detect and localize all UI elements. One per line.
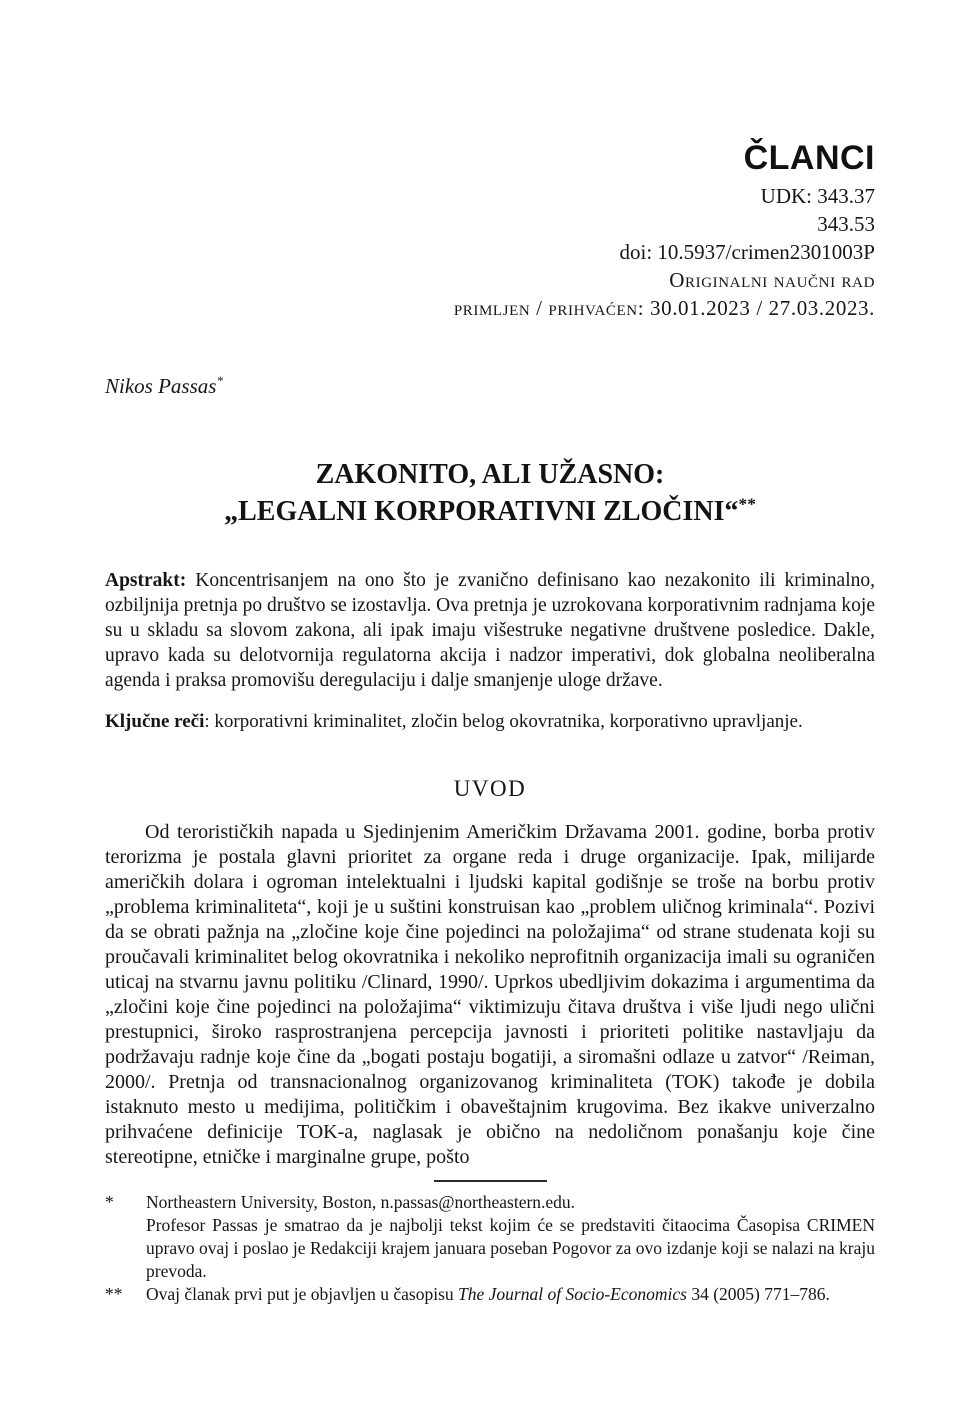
footnote-editor-note: Profesor Passas je smatrao da je najbolji tekst kojim će se predstaviti čitaocima Časopisa CRIMEN upravo ovaj i poslao je Redakciji krajem januara poseban Pogovor za ovo izdanje koji se nalazi na kraju prevoda. — [146, 1215, 875, 1281]
footnote-second-text — [146, 1283, 875, 1306]
abstract-text: Koncentrisanjem na ono što je zvanično definisano kao nezakonito ili kriminalno, ozbiljnija pretnja po društvo se izostavlja. Ova pretnja je uzrokovana korporativnim radnjama koje su u skladu sa slovom zakona, ali ipak imaju višestruke negativne društvene posledice. Dakle, upravo kada su delotvornija regulatorna akcija i nadzor imperativi, dok globalna neoliberalna agenda i praksa promovišu deregulaciju i dalje smanjenje uloge države. — [105, 570, 875, 691]
udk-number-line2: 343.53 — [817, 212, 875, 236]
article-title-line1: ZAKONITO, ALI UŽASNO: — [315, 459, 665, 490]
abstract-label: Apstrakt: — [105, 570, 187, 591]
journal-name: The Journal of Socio-Economics — [458, 1284, 687, 1304]
author-name: Nikos Passas — [105, 374, 217, 398]
footnote-separator-rule — [434, 1180, 547, 1182]
section-category-label: ČLANCI — [743, 139, 875, 177]
footnote-first — [105, 1191, 875, 1283]
footnote-publication-prefix: Ovaj članak prvi put je objavljen u časopisu — [146, 1284, 459, 1304]
title-footnote-mark: ** — [738, 494, 756, 514]
author-footnote-mark: * — [216, 373, 223, 388]
author-line — [105, 372, 875, 400]
footnote-affiliation: Northeastern University, Boston, n.passas@northeastern.edu. — [146, 1192, 576, 1212]
article-title-line2: „LEGALNI KORPORATIVNI ZLOČINI“** — [224, 494, 756, 527]
footnote-second-marker: ** — [105, 1284, 123, 1304]
article-meta — [105, 182, 875, 322]
doi-line: doi: 10.5937/crimen2301003P — [619, 240, 875, 264]
footnote-publication-suffix: 34 (2005) 771–786. — [686, 1284, 830, 1304]
keywords-label: Ključne reči — [105, 711, 205, 732]
footnotes-block — [105, 1191, 875, 1306]
footnote-first-text — [146, 1191, 875, 1283]
abstract-paragraph — [105, 568, 875, 693]
article-type: Originalni naučni rad — [669, 268, 875, 292]
article-title — [105, 456, 875, 530]
keywords-text: : korporativni kriminalitet, zločin belog okovratnika, korporativno upravljanje. — [204, 711, 803, 732]
received-accepted-dates: primljen / prihvaćen: 30.01.2023 / 27.03.2023. — [453, 296, 875, 320]
footnote-second — [105, 1283, 875, 1306]
article-header — [105, 0, 875, 322]
footnote-first-marker: * — [105, 1192, 114, 1212]
body-paragraph: Od terorističkih napada u Sjedinjenim Američkim Državama 2001. godine, borba protiv terorizma je postala glavni prioritet za organe reda i druge organizacije. Ipak, milijarde američkih dolara i ogroman intelektualni i ljudski kapital godišnje se troše na borbu protiv „problema kriminaliteta“, koji je u suštini konstruisan kao „problem uličnog kriminala“. Pozivi da se obrati pažnja na „zločine koje čine pojedinci na položajima“ od strane studenata koji su proučavali kriminalitet belog okovratnika i nekoliko neprofitnih organizacija imali su ograničen uticaj na stvarnu javnu politiku /Clinard, 1990/. Uprkos ubedljivim dokazima i argumentima da „zločini koje čine pojedinci na položajima“ viktimizuju čitava društva i više ljudi nego ulični prestupnici, široko rasprostranjena percepcija javnosti i prioriteti politike nastavljaju da podržavaju radnje koje čine da „bogati postaju bogatiji, a siromašni odlaze u zatvor“ /Reiman, 2000/. Pretnja od transnacionalnog organizovanog kriminaliteta (TOK) takođe je dobila istaknuto mesto u medijima, političkim i obaveštajnim krugovima. Bez ikakve univerzalno prihvaćene definicije TOK-a, naglasak je obično na nedoličnom ponašanju koje čine stereotipne, etničke i marginalne grupe, pošto — [105, 821, 875, 1168]
keywords-line — [105, 709, 875, 734]
section-heading-uvod: UVOD — [453, 776, 527, 801]
udk-number-line1: UDK: 343.37 — [760, 184, 875, 208]
